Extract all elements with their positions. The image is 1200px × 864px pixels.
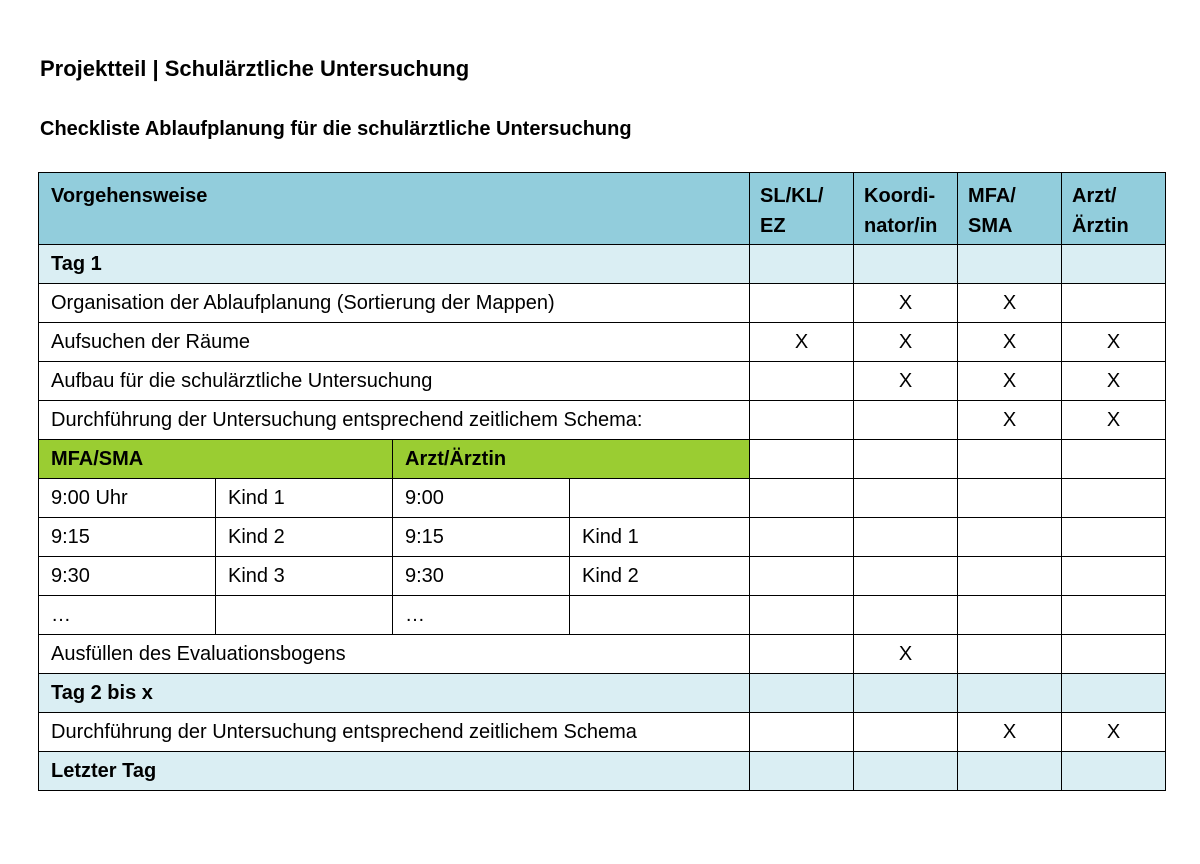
schedule-time: 9:30 bbox=[393, 557, 570, 596]
mark-cell bbox=[750, 635, 854, 674]
mark-cell: X bbox=[958, 401, 1062, 440]
page-title: Projektteil | Schulärztliche Untersuchung bbox=[40, 56, 470, 81]
mark-cell bbox=[750, 284, 854, 323]
schedule-header-row bbox=[39, 440, 1166, 479]
table-row bbox=[39, 284, 1166, 323]
schedule-row bbox=[39, 479, 1166, 518]
task-label: Ausfüllen des Evaluationsbogens bbox=[39, 635, 750, 674]
table-row bbox=[39, 323, 1166, 362]
mark-cell: X bbox=[854, 362, 958, 401]
schedule-child bbox=[570, 596, 750, 635]
schedule-child: Kind 1 bbox=[216, 479, 393, 518]
task-label: Aufsuchen der Räume bbox=[39, 323, 750, 362]
schedule-time: 9:30 bbox=[39, 557, 216, 596]
schedule-header-arzt: Arzt/Ärztin bbox=[393, 440, 750, 479]
mark-cell: X bbox=[854, 635, 958, 674]
schedule-child: Kind 3 bbox=[216, 557, 393, 596]
schedule-time: 9:00 Uhr bbox=[39, 479, 216, 518]
schedule-time: 9:15 bbox=[39, 518, 216, 557]
table-row bbox=[39, 635, 1166, 674]
mark-cell: X bbox=[958, 284, 1062, 323]
schedule-child bbox=[216, 596, 393, 635]
mark-cell bbox=[750, 713, 854, 752]
section-label: Letzter Tag bbox=[39, 752, 750, 791]
section-row-day1 bbox=[39, 245, 1166, 284]
task-label: Aufbau für die schulärztliche Untersuchung bbox=[39, 362, 750, 401]
section-label: Tag 1 bbox=[39, 245, 750, 284]
task-label: Organisation der Ablaufplanung (Sortierung der Mappen) bbox=[39, 284, 750, 323]
table-row bbox=[39, 713, 1166, 752]
header-role-arzt: Arzt/ Ärztin bbox=[1062, 173, 1166, 245]
schedule-time: … bbox=[393, 596, 570, 635]
mark-cell: X bbox=[1062, 323, 1166, 362]
page-subtitle: Checkliste Ablaufplanung für die schulärztliche Untersuchung bbox=[40, 118, 632, 140]
mark-cell bbox=[854, 401, 958, 440]
schedule-child: Kind 2 bbox=[216, 518, 393, 557]
table-row bbox=[39, 401, 1166, 440]
header-role-mfa-sma: MFA/ SMA bbox=[958, 173, 1062, 245]
mark-cell: X bbox=[958, 362, 1062, 401]
schedule-child: Kind 1 bbox=[570, 518, 750, 557]
section-row-day2 bbox=[39, 674, 1166, 713]
mark-cell bbox=[1062, 284, 1166, 323]
mark-cell bbox=[854, 713, 958, 752]
mark-cell bbox=[958, 635, 1062, 674]
table-row bbox=[39, 362, 1166, 401]
mark-cell: X bbox=[1062, 362, 1166, 401]
task-label: Durchführung der Untersuchung entsprechend zeitlichem Schema bbox=[39, 713, 750, 752]
header-role-koordinator: Koordi- nator/in bbox=[854, 173, 958, 245]
mark-cell: X bbox=[958, 323, 1062, 362]
mark-cell: X bbox=[854, 284, 958, 323]
schedule-row bbox=[39, 596, 1166, 635]
mark-cell: X bbox=[854, 323, 958, 362]
table-header-row bbox=[39, 173, 1166, 245]
schedule-time: 9:00 bbox=[393, 479, 570, 518]
section-label: Tag 2 bis x bbox=[39, 674, 750, 713]
mark-cell bbox=[750, 401, 854, 440]
mark-cell: X bbox=[1062, 401, 1166, 440]
mark-cell: X bbox=[750, 323, 854, 362]
schedule-row bbox=[39, 518, 1166, 557]
mark-cell: X bbox=[1062, 713, 1166, 752]
mark-cell bbox=[750, 362, 854, 401]
mark-cell bbox=[1062, 635, 1166, 674]
header-procedure: Vorgehensweise bbox=[39, 173, 750, 245]
task-label: Durchführung der Untersuchung entsprechend zeitlichem Schema: bbox=[39, 401, 750, 440]
schedule-child: Kind 2 bbox=[570, 557, 750, 596]
checklist-table bbox=[38, 172, 1166, 791]
section-row-last bbox=[39, 752, 1166, 791]
header-role-sl-kl-ez: SL/KL/ EZ bbox=[750, 173, 854, 245]
mark-cell: X bbox=[958, 713, 1062, 752]
schedule-time: … bbox=[39, 596, 216, 635]
schedule-child bbox=[570, 479, 750, 518]
schedule-time: 9:15 bbox=[393, 518, 570, 557]
schedule-row bbox=[39, 557, 1166, 596]
schedule-header-mfa: MFA/SMA bbox=[39, 440, 393, 479]
